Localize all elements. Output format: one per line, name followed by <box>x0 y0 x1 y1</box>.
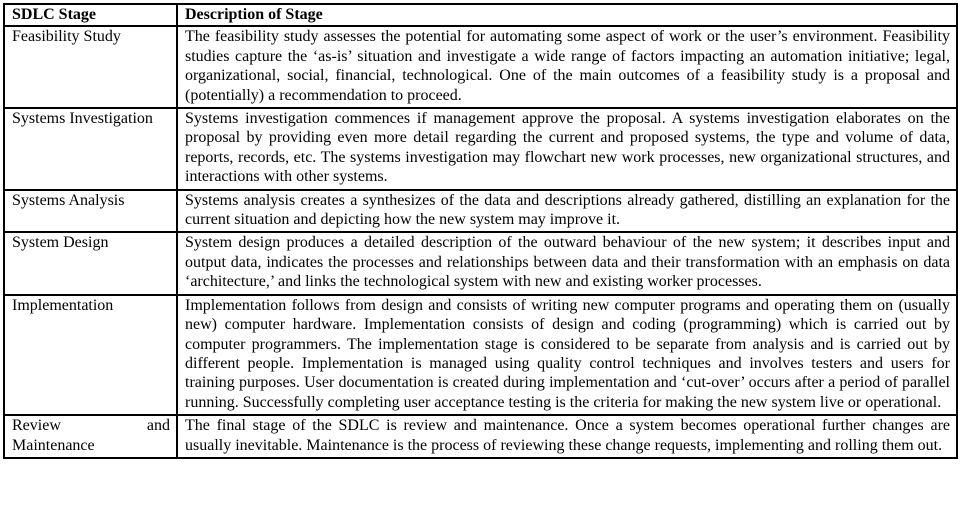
table-row <box>4 295 957 415</box>
table-row <box>4 190 957 233</box>
stage-cell: Systems Investigation <box>4 108 177 190</box>
table-header-row <box>4 4 957 26</box>
description-cell: System design produces a detailed description of the outward behaviour of the new system; it describes input and output data, indicates the processes and relationships between data and their transformation with an emphasis on data ‘architecture,’ and links the technological system with new and existing worker processes. <box>177 232 957 294</box>
description-cell: Implementation follows from design and consists of writing new computer programs and operating them on (usually new) computer hardware. Implementation consists of design and coding (programming) which is carried out by computer programmers. The implementation stage is considered to be separate from analysis and is carried out by different people. Implementation is managed using quality control techniques and involves testers and users for training purposes. User documentation is created during implementation and ‘cut-over’ occurs after a period of parallel running. Successfully completing user acceptance testing is the criteria for making the new system live or operational. <box>177 295 957 415</box>
stage-cell: Feasibility Study <box>4 26 177 108</box>
table-row <box>4 232 957 294</box>
table-row <box>4 26 957 108</box>
description-cell: Systems investigation commences if management approve the proposal. A systems investigation elaborates on the proposal by providing even more detail regarding the current and proposed systems, the type and volume of data, reports, records, etc. The systems investigation may flowchart new work processes, new organizational structures, and interactions with other systems. <box>177 108 957 190</box>
stage-cell: Review and Maintenance <box>4 415 177 458</box>
description-cell: Systems analysis creates a synthesizes of the data and descriptions already gathered, distilling an explanation for the current situation and depicting how the new system may improve it. <box>177 190 957 233</box>
table-row <box>4 415 957 458</box>
stage-cell: Systems Analysis <box>4 190 177 233</box>
table-row <box>4 108 957 190</box>
description-cell: The final stage of the SDLC is review and maintenance. Once a system becomes operational further changes are usually inevitable. Maintenance is the process of reviewing these change requests, implementing and rolling them out. <box>177 415 957 458</box>
stage-cell: System Design <box>4 232 177 294</box>
stage-cell: Implementation <box>4 295 177 415</box>
table-header-stage: SDLC Stage <box>4 4 177 26</box>
table-header-description: Description of Stage <box>177 4 957 26</box>
sdlc-stages-table <box>3 3 958 459</box>
description-cell: The feasibility study assesses the potential for automating some aspect of work or the user’s environment. Feasibility studies capture the ‘as-is’ situation and investigate a wide range of factors impacting an automation initiative; legal, organizational, social, financial, technological. One of the main outcomes of a feasibility study is a proposal and (potentially) a recommendation to proceed. <box>177 26 957 108</box>
